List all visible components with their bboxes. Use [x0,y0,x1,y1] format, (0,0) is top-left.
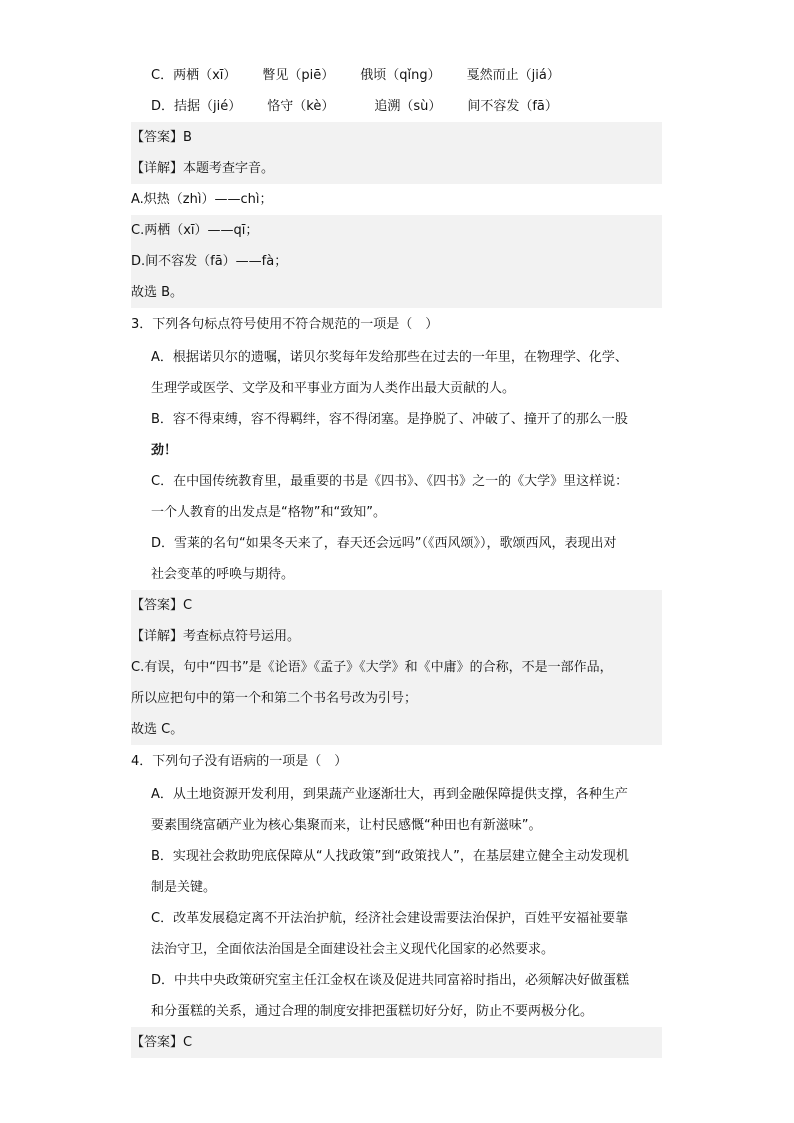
option-a-line1: A．根据诺贝尔的遗嘱，诺贝尔奖每年发给那些在过去的一年里，在物理学、化学、 [151,350,628,365]
option-d-line2: 和分蛋糕的关系，通过合理的制度安排把蛋糕切好分好，防止不要两极分化。 [151,1004,594,1019]
answer-line: 【答案】C [131,590,662,621]
answer-line: 【答案】B [131,122,662,153]
detail-note: A.炽热（zhì）——chì； [131,192,273,207]
detail-note: C.两栖（xī）——qī； [131,215,662,246]
detail-note: 故选 B。 [131,277,662,308]
option-c-line1: C．改革发展稳定离不开法治护航，经济社会建设需要法治保护，百姓平安福祉要靠 [151,911,629,926]
pinyin-item: 瞥见（piē） [262,68,335,83]
pinyin-item: 恪守（kè） [267,99,335,114]
option-b-line2: 劲！ [151,443,178,458]
option-b-line1: B．实现社会救助兜底保障从“人找政策”到“政策找人”，在基层建立健全主动发现机 [151,849,629,864]
pinyin-item: 戛然而止（jiá） [466,68,560,83]
option-a-line2: 生理学或医学、文学及和平事业方面为人类作出最大贡献的人。 [151,381,516,396]
option-a-line2: 要素围绕富硒产业为核心集聚而来，让村民感慨“种田也有新滋味”。 [151,818,542,833]
option-d-line1: D．雪莱的名句“如果冬天来了，春天还会远吗”（《西风颂》），歌颂西风，表现出对 [151,536,617,551]
question-stem: 3．下列各句标点符号使用不符合规范的一项是（ ） [131,317,439,332]
question-stem: 4．下列句子没有语病的一项是（ ） [131,754,348,769]
option-d-row [131,91,682,122]
pinyin-item: 两栖（xī） [173,68,237,83]
pinyin-item: 拮据（jié） [174,99,242,114]
detail-note: C.有误，句中“四书”是《论语》《孟子》《大学》和《中庸》的合称，不是一部作品， [131,652,662,683]
option-b-line2: 制是关键。 [151,880,217,895]
detail-note: 所以应把句中的第一个和第二个书名号改为引号； [131,683,662,714]
option-prefix: C． [151,68,174,83]
pinyin-item: 俄顷（qǐng） [360,68,441,83]
answer-line: 【答案】C [131,1027,662,1058]
option-prefix: D． [151,99,175,114]
option-d-line1: D．中共中央政策研究室主任江金权在谈及促进共同富裕时指出，必须解决好做蛋糕 [151,973,630,988]
pinyin-item: 间不容发（fā） [467,99,558,114]
option-d-line2: 社会变革的呼唤与期待。 [151,567,295,582]
detail-note: D.间不容发（fā）——fà； [131,246,662,277]
option-c-line1: C．在中国传统教育里，最重要的书是《四书》、《四书》之一的《大学》里这样说： [151,474,629,489]
option-c-line2: 法治守卫，全面依法治国是全面建设社会主义现代化国家的必然要求。 [151,942,555,957]
detail-line: 【详解】本题考查字音。 [131,153,662,184]
option-c-row [131,60,682,91]
option-c-line2: 一个人教育的出发点是“格物”和“致知”。 [151,505,386,520]
option-b-line1: B．容不得束缚，容不得羁绊，容不得闭塞。是挣脱了、冲破了、撞开了的那么一股 [151,412,628,427]
option-a-line1: A．从土地资源开发利用，到果蔬产业逐渐壮大，再到金融保障提供支撑，各种生产 [151,787,628,802]
detail-note: 故选 C。 [131,714,662,745]
detail-line: 【详解】考查标点符号运用。 [131,621,662,652]
pinyin-item: 追溯（sù） [374,99,442,114]
